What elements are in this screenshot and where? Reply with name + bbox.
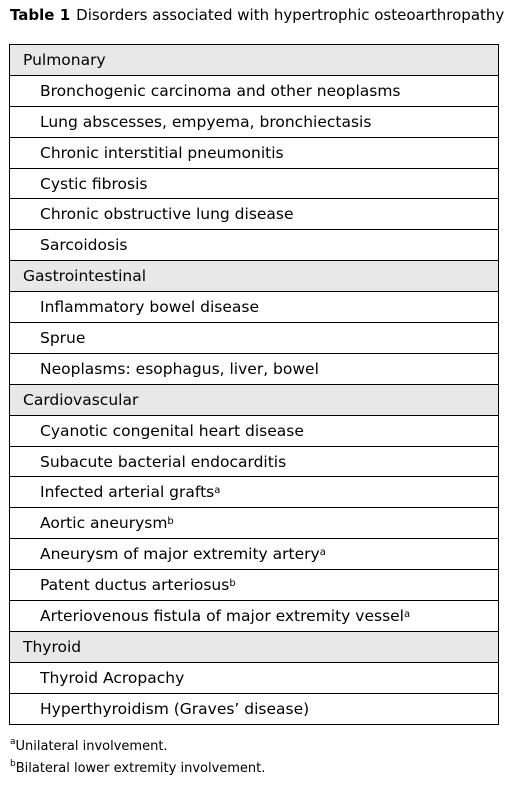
table-row xyxy=(10,199,498,230)
footnote-mark: a xyxy=(10,736,16,747)
table-row: Aneurysm of major extremity artery $^a$ xyxy=(10,539,498,570)
category-row xyxy=(10,632,498,663)
table-row: Patent ductus arteriosus $^b$ xyxy=(10,570,498,601)
table-row xyxy=(10,354,498,385)
disorder-text: Arteriovenous fistula of major extremity vessel xyxy=(40,606,404,625)
disorder-text: Sarcoidosis xyxy=(40,236,128,255)
table-row xyxy=(10,107,498,138)
table-row xyxy=(10,76,498,107)
table-row xyxy=(10,230,498,261)
footnote xyxy=(10,736,265,758)
disorder-text: Cystic fibrosis xyxy=(40,174,148,193)
disorder-text: Neoplasms: esophagus, liver, bowel xyxy=(40,359,319,378)
disorder-text: Aortic aneurysm xyxy=(40,514,168,533)
disorder-text: Bronchogenic carcinoma and other neoplasms xyxy=(40,81,401,100)
category-row xyxy=(10,385,498,416)
table-row xyxy=(10,292,498,323)
table-row xyxy=(10,138,498,169)
footnote xyxy=(10,758,265,780)
table-caption xyxy=(10,5,504,25)
disorder-text: Cyanotic congenital heart disease xyxy=(40,421,304,440)
table-row xyxy=(10,694,498,725)
disorder-text: Sprue xyxy=(40,328,86,347)
disorder-text: Thyroid Acropachy xyxy=(40,668,185,687)
category-label: Thyroid xyxy=(23,637,82,656)
disorder-text: Hyperthyroidism (Graves’ disease) xyxy=(40,699,310,718)
disorder-text: Subacute bacterial endocarditis xyxy=(40,452,287,471)
disorder-text: Patent ductus arteriosus xyxy=(40,576,230,595)
category-label: Gastrointestinal xyxy=(23,267,147,286)
table-row xyxy=(10,416,498,447)
disorder-text: Lung abscesses, empyema, bronchiectasis xyxy=(40,112,372,131)
category-row xyxy=(10,45,498,76)
disorder-text: Aneurysm of major extremity artery xyxy=(40,545,320,564)
category-row xyxy=(10,261,498,292)
table-row xyxy=(10,169,498,200)
footnote-text: Unilateral involvement. xyxy=(15,739,168,754)
disorder-text: Chronic interstitial pneumonitis xyxy=(40,143,284,162)
table-row: Infected arterial grafts $^a$ xyxy=(10,477,498,508)
disorder-text: Inflammatory bowel disease xyxy=(40,298,260,317)
category-label: Pulmonary xyxy=(23,50,106,69)
table-row xyxy=(10,323,498,354)
table-row xyxy=(10,447,498,478)
table-footnotes xyxy=(10,736,265,780)
category-label: Cardiovascular xyxy=(23,390,139,409)
footnote-text: Bilateral lower extremity involvement. xyxy=(15,761,266,776)
table-caption-label: Table 1 xyxy=(10,6,71,24)
disorder-text: Chronic obstructive lung disease xyxy=(40,205,294,224)
footnote-mark: b xyxy=(10,758,16,769)
table-caption-title: Disorders associated with hypertrophic osteoarthropathy xyxy=(76,6,505,24)
disorders-table xyxy=(9,44,499,725)
disorder-text: Infected arterial grafts xyxy=(40,483,215,502)
table-row: Aortic aneurysm $^b$ xyxy=(10,508,498,539)
table-row: Arteriovenous fistula of major extremity vessel $^a$ xyxy=(10,601,498,632)
table-row xyxy=(10,663,498,694)
